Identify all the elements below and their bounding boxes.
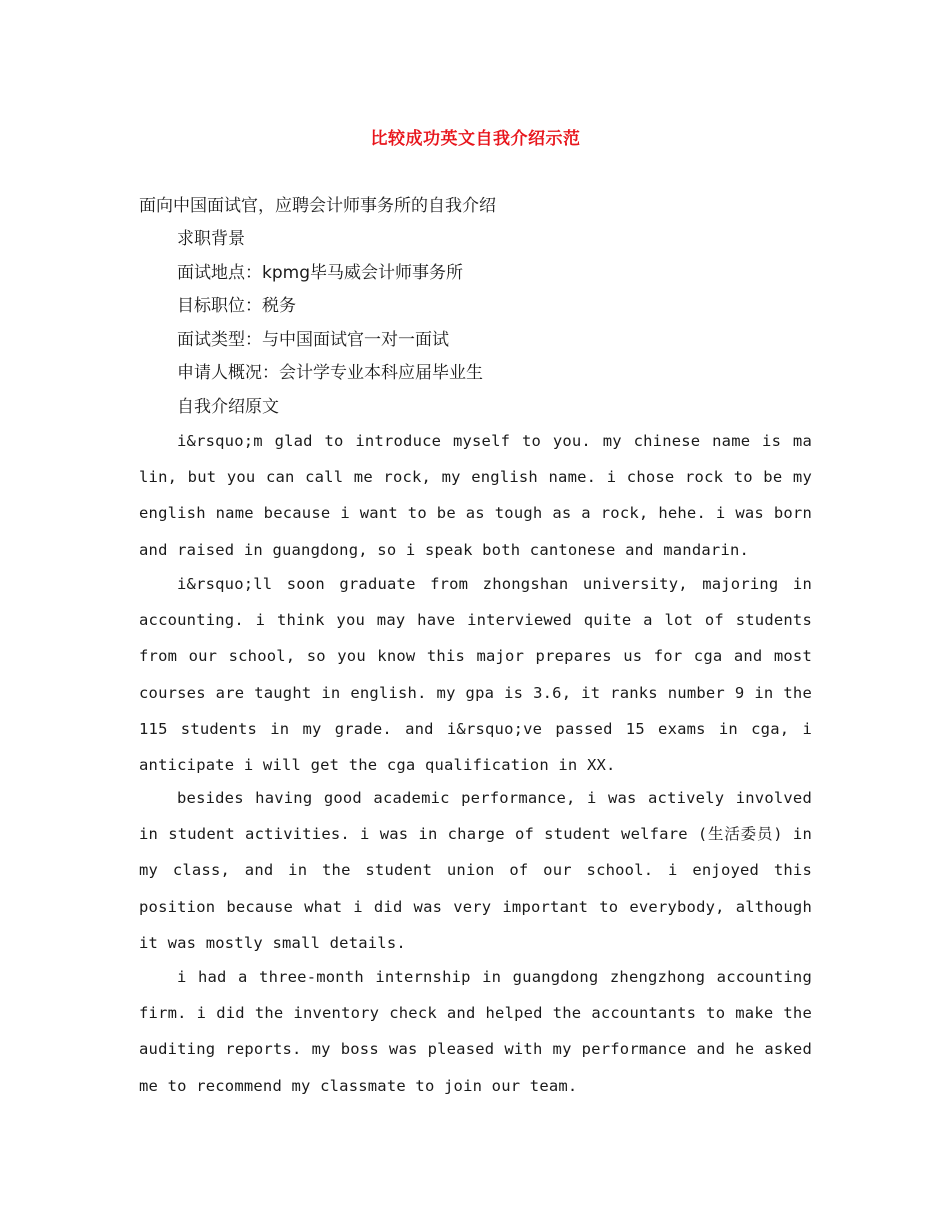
paragraph-introduction: i&rsquo;m glad to introduce myself to you. my chinese name is ma lin, but you can call me rock, my english name. i chose rock to be my english name because i want to be as tough as a rock, hehe. i was born and raised in guangdong, so i speak both cantonese and mandarin. bbox=[139, 432, 812, 559]
document-subtitle: 面向中国面试官，应聘会计师事务所的自我介绍 bbox=[139, 196, 496, 216]
target-position: 目标职位：税务 bbox=[177, 296, 296, 316]
paragraph-education: i&rsquo;ll soon graduate from zhongshan university, majoring in accounting. i think you may have interviewed quite a lot of students from our school, so you know this major prepares us for cga and most courses are taught in english. my gpa is 3.6, it ranks number 9 in the 115 students in my grade. and i&rsquo;ve passed 15 exams in cga, i anticipate i will get the cga qualification in XX. bbox=[139, 575, 812, 775]
interview-type: 面试类型：与中国面试官一对一面试 bbox=[177, 330, 449, 350]
original-text-heading: 自我介绍原文 bbox=[177, 397, 279, 417]
applicant-overview: 申请人概况：会计学专业本科应届毕业生 bbox=[177, 363, 483, 383]
background-heading: 求职背景 bbox=[177, 229, 245, 249]
paragraph-internship: i had a three-month internship in guangdong zhengzhong accounting firm. i did the inventory check and helped the accountants to make the auditing reports. my boss was pleased with my performance and he asked me to recommend my classmate to join our team. bbox=[139, 968, 812, 1095]
document-title: 比较成功英文自我介绍示范 bbox=[370, 129, 581, 149]
paragraph-activities: besides having good academic performance, i was actively involved in student activities. i was in charge of student welfare (生活委员) in my class, and in the student union of our school. i enjoyed this position because what i did was very important to everybody, although it was mostly small details. bbox=[139, 789, 812, 952]
interview-location: 面试地点：kpmg毕马威会计师事务所 bbox=[177, 263, 463, 283]
